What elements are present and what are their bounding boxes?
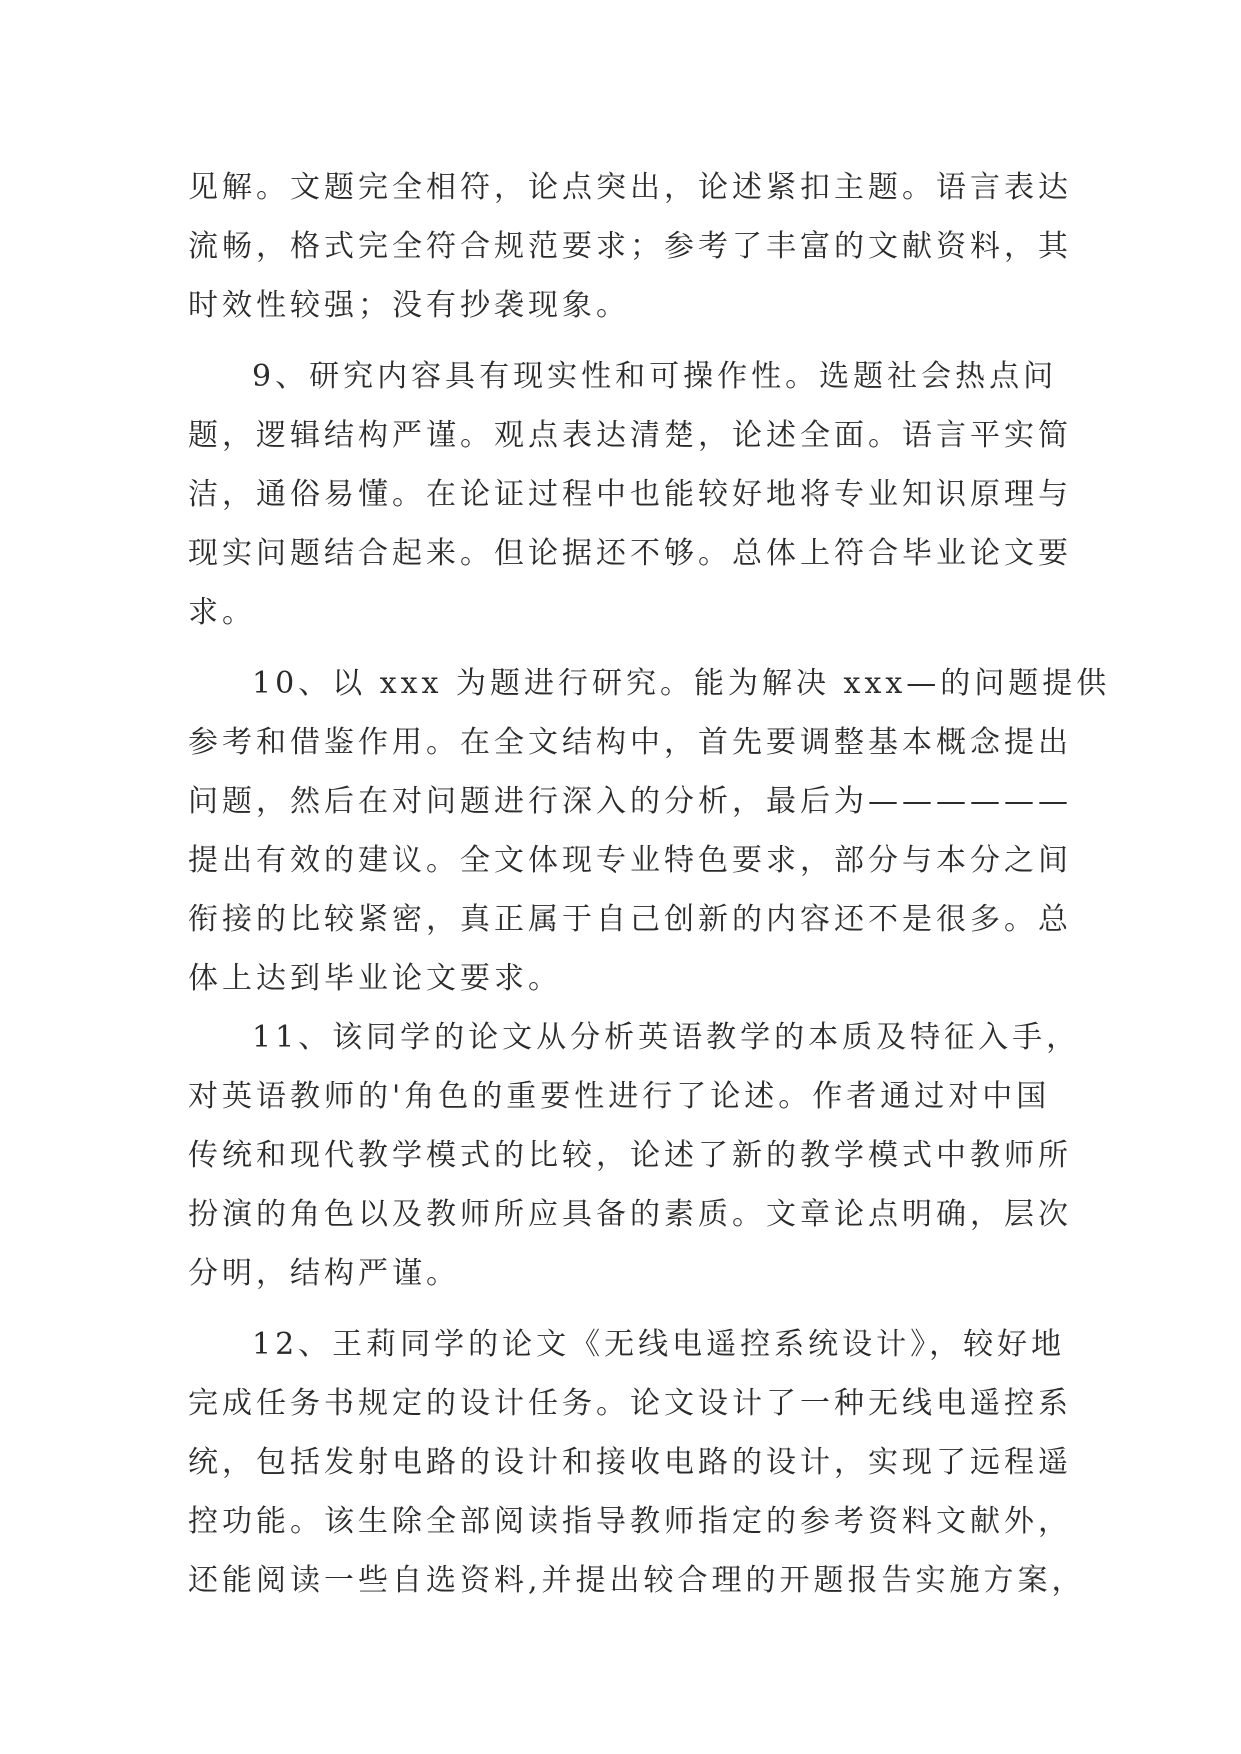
- text-line: 参考和借鉴作用。在全文结构中，首先要调整基本概念提出: [188, 725, 1072, 760]
- text-line: 扮演的角色以及教师所应具备的素质。文章论点明确，层次: [188, 1197, 1072, 1232]
- document-body: [188, 158, 1111, 1610]
- text-line: 完成任务书规定的设计任务。论文设计了一种无线电遥控系: [188, 1386, 1072, 1421]
- text-line: 11、该同学的论文从分析英语教学的本质及特征入手，: [252, 1020, 1081, 1055]
- text-line: 时效性较强；没有抄袭现象。: [188, 288, 630, 323]
- text-line: 问题，然后在对问题进行深入的分析，最后为——————: [188, 784, 1072, 819]
- text-line: 控功能。该生除全部阅读指导教师指定的参考资料文献外，: [188, 1504, 1072, 1539]
- paragraph-10: [188, 654, 1111, 1008]
- text-line: 衔接的比较紧密，真正属于自己创新的内容还不是很多。总: [188, 902, 1072, 937]
- text-line: 现实问题结合起来。但论据还不够。总体上符合毕业论文要: [188, 536, 1072, 571]
- text-line: 题，逻辑结构严谨。观点表达清楚，论述全面。语言平实简: [188, 418, 1072, 453]
- paragraph-12: [188, 1315, 1086, 1610]
- paragraph-8-continuation: [188, 158, 1072, 335]
- text-line: 统，包括发射电路的设计和接收电路的设计，实现了远程遥: [188, 1445, 1072, 1480]
- text-line: 分明，结构严谨。: [188, 1256, 460, 1291]
- paragraph-11: [188, 1008, 1081, 1303]
- text-line: 还能阅读一些自选资料,并提出较合理的开题报告实施方案，: [188, 1563, 1086, 1598]
- text-line: 传统和现代教学模式的比较，论述了新的教学模式中教师所: [188, 1138, 1072, 1173]
- text-line: 12、王莉同学的论文《无线电遥控系统设计》，较好地: [252, 1327, 1066, 1362]
- text-line: 10、以 xxx 为题进行研究。能为解决 xxx—的问题提供: [252, 666, 1111, 701]
- text-line: 求。: [188, 595, 256, 630]
- text-line: 见解。文题完全相符，论点突出，论述紧扣主题。语言表达: [188, 170, 1072, 205]
- text-line: 对英语教师的'角色的重要性进行了论述。作者通过对中国: [188, 1079, 1051, 1114]
- paragraph-9: [188, 347, 1072, 642]
- text-line: 洁，通俗易懂。在论证过程中也能较好地将专业知识原理与: [188, 477, 1072, 512]
- text-line: 提出有效的建议。全文体现专业特色要求，部分与本分之间: [188, 843, 1072, 878]
- text-line: 体上达到毕业论文要求。: [188, 961, 562, 996]
- text-line: 9、研究内容具有现实性和可操作性。选题社会热点问: [252, 359, 1058, 394]
- text-line: 流畅，格式完全符合规范要求；参考了丰富的文献资料，其: [188, 229, 1072, 264]
